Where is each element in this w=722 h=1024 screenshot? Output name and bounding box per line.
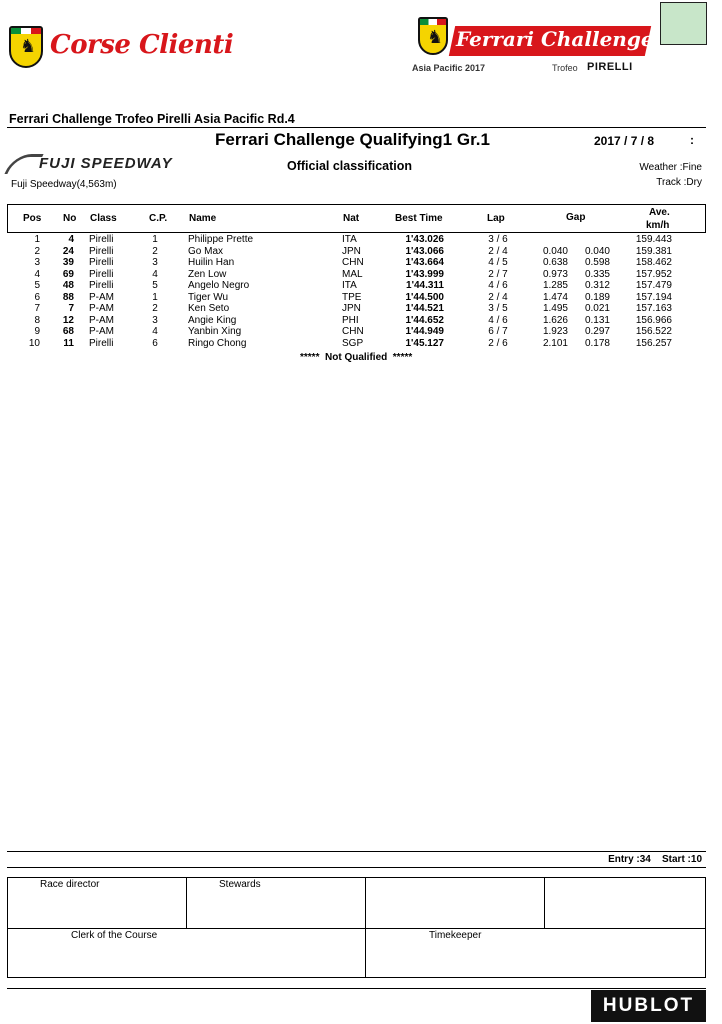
- footer-divider-2: [7, 867, 706, 868]
- cell-lap: 3 / 5: [488, 303, 508, 314]
- cell-driver-name: Ringo Chong: [188, 337, 247, 349]
- table-row: [0, 303, 722, 315]
- cell-driver-name: Ken Seto: [188, 303, 230, 314]
- cell-nationality: MAL: [342, 268, 363, 280]
- cell-pos: 6: [34, 291, 40, 303]
- weather-info: Weather :Fine: [639, 162, 702, 173]
- col-kmh: km/h: [646, 220, 670, 231]
- col-name: Name: [189, 213, 217, 224]
- cell-nationality: JPN: [342, 303, 361, 314]
- col-class: Class: [90, 213, 117, 224]
- results-table-header: [7, 204, 706, 233]
- cell-class: P-AM: [89, 303, 114, 314]
- cell-no: 24: [62, 245, 74, 257]
- cell-no: 48: [62, 280, 74, 291]
- ferrari-shield-logo-right: [418, 17, 448, 55]
- cell-avg-speed: 156.257: [635, 337, 672, 349]
- cell-avg-speed: 159.381: [635, 245, 672, 257]
- cell-gap-leader: 1.474: [542, 291, 568, 303]
- pirelli-logo: PIRELLI: [587, 61, 633, 73]
- signature-box: [7, 877, 706, 978]
- col-no: No: [63, 213, 77, 224]
- table-row: [0, 315, 722, 327]
- event-title: Ferrari Challenge Trofeo Pirelli Asia Pacific Rd.4: [9, 112, 295, 126]
- session-time-separator: :: [690, 133, 694, 147]
- cell-lap: 2 / 7: [488, 268, 508, 280]
- col-lap: Lap: [487, 213, 505, 224]
- bottom-divider: [7, 988, 706, 989]
- col-nat: Nat: [343, 213, 360, 224]
- table-row: [0, 257, 722, 269]
- cell-gap-leader: 1.923: [542, 326, 568, 337]
- table-row: [0, 269, 722, 281]
- cell-pos: 7: [34, 303, 40, 314]
- cell-no: 88: [62, 291, 74, 303]
- cell-gap-leader: 2.101: [542, 337, 568, 349]
- cell-nationality: ITA: [342, 280, 357, 291]
- session-title: Ferrari Challenge Qualifying1 Gr.1: [215, 130, 490, 149]
- fuji-speedway-logo-text: FUJI SPEEDWAY: [39, 155, 173, 172]
- col-gap: Gap: [566, 212, 586, 223]
- cell-avg-speed: 157.952: [635, 268, 672, 280]
- cell-best-time: 1'44.521: [405, 303, 444, 314]
- cell-cp: 4: [152, 268, 158, 280]
- cell-nationality: TPE: [342, 291, 362, 303]
- cell-best-time: 1'43.664: [405, 257, 444, 268]
- cell-no: 7: [68, 303, 74, 314]
- cell-gap-leader: 0.973: [542, 268, 568, 280]
- table-row: [0, 280, 722, 292]
- sig-divider: [544, 878, 545, 928]
- cell-pos: 8: [34, 314, 40, 326]
- cell-gap-leader: 0.040: [542, 245, 568, 257]
- col-pos: Pos: [23, 213, 42, 224]
- cell-lap: 4 / 6: [488, 314, 508, 326]
- cell-nationality: SGP: [342, 337, 364, 349]
- cell-class: Pirelli: [89, 280, 114, 291]
- table-row: [0, 326, 722, 338]
- cell-gap-prev: 0.131: [584, 314, 610, 326]
- cell-cp: 3: [152, 257, 158, 268]
- cell-gap-prev: 0.297: [584, 326, 610, 337]
- cell-gap-prev: 0.335: [584, 268, 610, 280]
- cell-class: Pirelli: [89, 337, 114, 349]
- cell-gap-leader: 1.495: [542, 303, 568, 314]
- cell-no: 68: [62, 326, 74, 337]
- stewards-label: Stewards: [219, 879, 261, 890]
- clerk-of-course-label: Clerk of the Course: [71, 930, 158, 941]
- cell-gap-prev: 0.598: [584, 257, 610, 268]
- cell-best-time: 1'45.127: [405, 337, 444, 349]
- cell-avg-speed: 158.462: [635, 257, 672, 268]
- cell-nationality: PHI: [342, 314, 359, 326]
- cell-lap: 4 / 5: [488, 257, 508, 268]
- cell-class: Pirelli: [89, 245, 114, 257]
- col-best-time: Best Time: [395, 213, 443, 224]
- cell-pos: 9: [34, 326, 40, 337]
- table-row: [0, 292, 722, 304]
- cell-avg-speed: 157.194: [635, 291, 672, 303]
- cell-cp: 2: [152, 245, 158, 257]
- cell-class: Pirelli: [89, 257, 114, 268]
- cell-cp: 1: [152, 291, 158, 303]
- table-row: [0, 338, 722, 350]
- cell-driver-name: Tiger Wu: [188, 291, 229, 303]
- race-director-label: Race director: [40, 879, 100, 890]
- prancing-horse-icon: ♞: [427, 27, 444, 48]
- col-ave: Ave.: [649, 207, 670, 218]
- cell-class: P-AM: [89, 314, 114, 326]
- cell-no: 39: [62, 257, 74, 268]
- cell-no: 69: [62, 268, 74, 280]
- cell-pos: 4: [34, 268, 40, 280]
- col-cp: C.P.: [149, 213, 168, 224]
- cell-best-time: 1'43.066: [405, 245, 444, 257]
- cell-cp: 6: [152, 337, 158, 349]
- cell-lap: 2 / 4: [488, 245, 508, 257]
- not-qualified-label: ***** Not Qualified *****: [300, 352, 413, 363]
- cell-driver-name: Angie King: [188, 314, 237, 326]
- cell-pos: 5: [34, 280, 40, 291]
- cell-pos: 3: [34, 257, 40, 268]
- ferrari-shield-logo-left: [9, 26, 43, 68]
- cell-avg-speed: 157.479: [635, 280, 672, 291]
- cell-gap-prev: 0.178: [584, 337, 610, 349]
- cell-nationality: CHN: [342, 257, 364, 268]
- cell-driver-name: Angelo Negro: [188, 280, 250, 291]
- cell-class: P-AM: [89, 291, 114, 303]
- cell-driver-name: Huilin Han: [188, 257, 235, 268]
- cell-best-time: 1'43.999: [405, 268, 444, 280]
- cell-nationality: CHN: [342, 326, 364, 337]
- cell-gap-prev: 0.189: [584, 291, 610, 303]
- cell-cp: 5: [152, 280, 158, 291]
- cell-avg-speed: 156.966: [635, 314, 672, 326]
- cell-gap-prev: 0.040: [584, 245, 610, 257]
- hublot-logo: HUBLOT: [591, 990, 706, 1022]
- cell-best-time: 1'44.949: [405, 326, 444, 337]
- session-subtitle: Official classification: [287, 159, 413, 173]
- cell-best-time: 1'44.311: [406, 280, 444, 291]
- cell-best-time: 1'44.652: [405, 314, 444, 326]
- cell-avg-speed: 159.443: [635, 234, 672, 245]
- cell-gap-prev: 0.312: [584, 280, 610, 291]
- cell-lap: 2 / 6: [488, 337, 508, 349]
- cell-cp: 4: [152, 326, 158, 337]
- circuit-info: Fuji Speedway(4,563m): [11, 179, 117, 190]
- table-row: [0, 234, 722, 246]
- cell-driver-name: Go Max: [188, 245, 224, 257]
- cell-pos: 10: [28, 337, 40, 349]
- fuji-swoosh-icon: [4, 154, 43, 174]
- cell-no: 11: [63, 337, 74, 349]
- cell-gap-prev: 0.021: [584, 303, 610, 314]
- track-condition: Track :Dry: [656, 177, 702, 188]
- cell-avg-speed: 156.522: [635, 326, 672, 337]
- cell-lap: 6 / 7: [488, 326, 508, 337]
- asia-pacific-label: Asia Pacific 2017: [412, 63, 486, 73]
- ferrari-challenge-logo: Ferrari Challenge: [456, 27, 654, 51]
- cell-driver-name: Yanbin Xing: [188, 326, 242, 337]
- table-row: [0, 246, 722, 258]
- cell-no: 12: [62, 314, 74, 326]
- cell-lap: 4 / 6: [488, 280, 508, 291]
- cell-nationality: ITA: [342, 234, 357, 245]
- fuji-speedway-logo: [9, 152, 189, 176]
- cell-gap-leader: 0.638: [542, 257, 568, 268]
- corse-clienti-logo: Corse Clienti: [50, 30, 234, 60]
- timekeeper-label: Timekeeper: [429, 930, 482, 941]
- cell-driver-name: Philippe Prette: [188, 234, 254, 245]
- cell-gap-leader: 1.626: [542, 314, 568, 326]
- color-marker-box: [660, 2, 707, 45]
- cell-gap-leader: 1.285: [542, 280, 568, 291]
- sig-divider-horizontal: [8, 928, 705, 929]
- cell-cp: 2: [152, 303, 158, 314]
- session-date: 2017 / 7 / 8: [594, 134, 655, 148]
- header-divider: [7, 127, 706, 128]
- sig-divider: [186, 878, 187, 928]
- prancing-horse-icon: ♞: [20, 36, 37, 57]
- cell-best-time: 1'44.500: [405, 291, 444, 303]
- cell-lap: 3 / 6: [488, 234, 508, 245]
- footer-divider: [7, 851, 706, 852]
- cell-cp: 3: [152, 314, 158, 326]
- cell-avg-speed: 157.163: [635, 303, 672, 314]
- cell-driver-name: Zen Low: [188, 268, 227, 280]
- cell-class: Pirelli: [89, 234, 114, 245]
- entry-start-count: Entry :34 Start :10: [608, 854, 702, 865]
- cell-lap: 2 / 4: [488, 291, 508, 303]
- cell-class: P-AM: [89, 326, 114, 337]
- cell-best-time: 1'43.026: [405, 234, 444, 245]
- cell-pos: 2: [34, 245, 40, 257]
- cell-cp: 1: [152, 234, 158, 245]
- cell-pos: 1: [34, 234, 40, 245]
- cell-no: 4: [68, 234, 74, 245]
- trofeo-label: Trofeo: [552, 63, 578, 73]
- cell-class: Pirelli: [89, 268, 114, 280]
- cell-nationality: JPN: [342, 245, 361, 257]
